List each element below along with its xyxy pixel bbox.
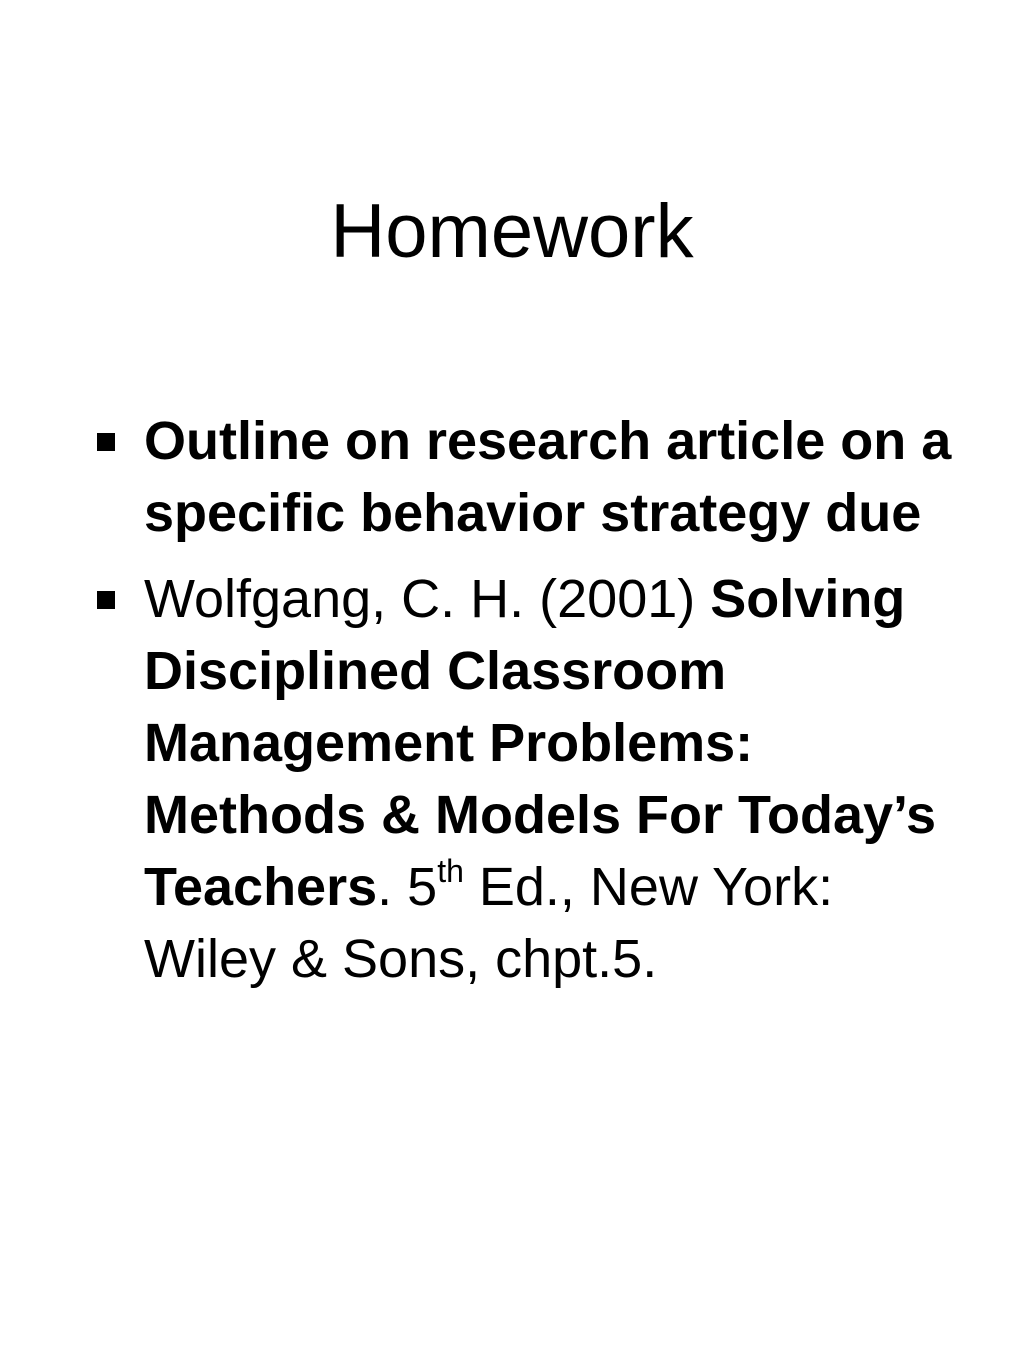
reference-edition-superscript: th <box>437 853 464 889</box>
reference-book-title: Solving Disciplined Classroom Management Problems: Methods & Models For Today’s Teachers <box>144 569 937 917</box>
reference-edition-prefix: . 5 <box>377 857 438 917</box>
bullet-item-homework <box>92 405 952 549</box>
square-bullet-icon <box>97 433 115 451</box>
bullet-list <box>92 405 952 1009</box>
reference-author: Wolfgang, C. H. (2001) <box>144 569 696 629</box>
reference-publisher: Ed., New York: Wiley & Sons, chpt.5. <box>144 857 834 989</box>
square-bullet-icon <box>97 591 115 609</box>
slide-title: Homework <box>330 189 694 274</box>
bullet-text: Outline on research article on a specific behavior strategy due <box>144 411 952 543</box>
bullet-item-reference <box>92 563 952 995</box>
